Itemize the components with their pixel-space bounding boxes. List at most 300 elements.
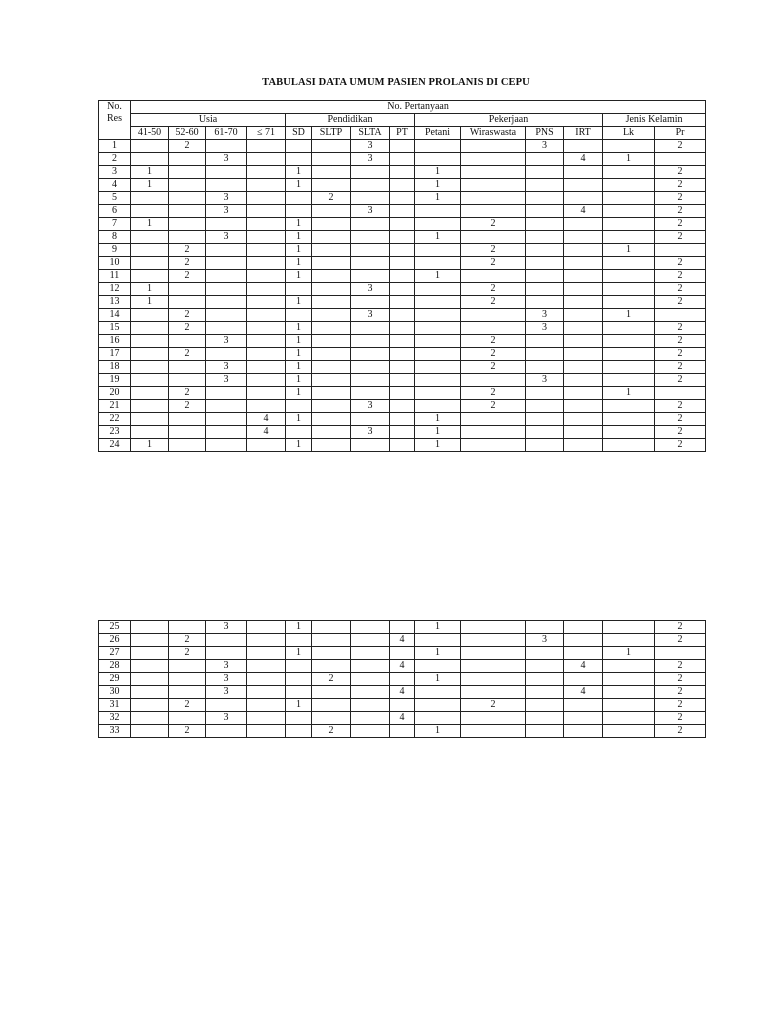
table-cell (312, 660, 351, 673)
respondent-number-cell: 20 (99, 387, 131, 400)
table-cell: 3 (526, 309, 564, 322)
table-cell: 2 (655, 712, 706, 725)
table-cell (206, 218, 247, 231)
table-cell (526, 218, 564, 231)
table-cell: 1 (603, 309, 655, 322)
table-cell (206, 400, 247, 413)
table-cell (415, 244, 461, 257)
table-cell (131, 270, 169, 283)
table-cell: 2 (655, 413, 706, 426)
table-cell (390, 361, 415, 374)
table-cell: 1 (131, 179, 169, 192)
table-cell: 2 (655, 296, 706, 309)
table-cell (351, 699, 390, 712)
table-cell (461, 660, 526, 673)
column-header: Lk (603, 127, 655, 140)
table-row (99, 439, 706, 452)
table-row (99, 686, 706, 699)
table-cell (169, 192, 206, 205)
column-header: SLTA (351, 127, 390, 140)
table-cell (312, 348, 351, 361)
table-cell (131, 621, 169, 634)
table-cell (169, 283, 206, 296)
table-cell: 2 (655, 374, 706, 387)
table-cell (526, 257, 564, 270)
table-cell: 2 (461, 699, 526, 712)
table-cell: 2 (655, 270, 706, 283)
table-cell (247, 361, 286, 374)
table-cell (169, 426, 206, 439)
table-cell (131, 673, 169, 686)
table-cell (351, 712, 390, 725)
table-cell (312, 374, 351, 387)
table-cell (206, 270, 247, 283)
table-cell (390, 309, 415, 322)
table-cell: 1 (131, 283, 169, 296)
table-row (99, 270, 706, 283)
table-cell (312, 699, 351, 712)
table-cell (131, 192, 169, 205)
table-cell (247, 335, 286, 348)
table-cell (351, 179, 390, 192)
table-row (99, 296, 706, 309)
table-cell (564, 426, 603, 439)
respondent-number-cell: 27 (99, 647, 131, 660)
respondent-number-cell: 13 (99, 296, 131, 309)
table-cell (286, 400, 312, 413)
table-row (99, 231, 706, 244)
respondent-number-cell: 12 (99, 283, 131, 296)
table-cell (564, 621, 603, 634)
table-cell (169, 686, 206, 699)
table-cell (312, 413, 351, 426)
table-cell (131, 634, 169, 647)
table-cell (169, 179, 206, 192)
table-cell (351, 413, 390, 426)
table-cell (390, 218, 415, 231)
table-cell (526, 192, 564, 205)
table-cell (390, 153, 415, 166)
respondent-number-cell: 22 (99, 413, 131, 426)
table-cell: 3 (526, 140, 564, 153)
table-cell (206, 725, 247, 738)
column-header: 41-50 (131, 127, 169, 140)
table-cell: 3 (206, 673, 247, 686)
table-row (99, 374, 706, 387)
table-cell (131, 374, 169, 387)
table-cell: 4 (390, 660, 415, 673)
group-header-pendidikan: Pendidikan (286, 114, 415, 127)
table-cell: 4 (564, 205, 603, 218)
table-cell (312, 283, 351, 296)
table-cell (351, 673, 390, 686)
tabulation-table-part-2 (98, 620, 706, 738)
table-cell (526, 270, 564, 283)
table-cell (169, 439, 206, 452)
group-header-jenis-kelamin: Jenis Kelamin (603, 114, 706, 127)
table-cell (131, 413, 169, 426)
table-cell (312, 634, 351, 647)
table-cell (169, 166, 206, 179)
table-cell (603, 231, 655, 244)
table-cell: 2 (655, 283, 706, 296)
table-cell (312, 270, 351, 283)
table-cell (564, 348, 603, 361)
table-cell: 2 (169, 140, 206, 153)
table-cell: 1 (603, 647, 655, 660)
table-cell (206, 413, 247, 426)
table-cell: 2 (312, 673, 351, 686)
table-cell: 2 (655, 361, 706, 374)
table-cell (351, 439, 390, 452)
table-cell: 2 (655, 621, 706, 634)
respondent-number-cell: 10 (99, 257, 131, 270)
table-cell: 3 (206, 686, 247, 699)
respondent-number-cell: 3 (99, 166, 131, 179)
table-cell (131, 205, 169, 218)
table-row (99, 426, 706, 439)
table-cell (526, 296, 564, 309)
respondent-number-cell: 5 (99, 192, 131, 205)
table-cell: 2 (169, 725, 206, 738)
table-cell: 4 (564, 660, 603, 673)
table-cell (286, 140, 312, 153)
table-cell (247, 179, 286, 192)
no-res-header-line1: No. (107, 101, 122, 112)
table-cell (526, 179, 564, 192)
table-cell (390, 205, 415, 218)
table-cell (603, 413, 655, 426)
table-cell (169, 335, 206, 348)
table-cell (603, 322, 655, 335)
table-cell (461, 725, 526, 738)
respondent-number-cell: 17 (99, 348, 131, 361)
table-cell: 3 (526, 634, 564, 647)
table-cell: 2 (169, 257, 206, 270)
table-cell (564, 322, 603, 335)
table-cell: 2 (655, 725, 706, 738)
table-row (99, 257, 706, 270)
table-cell (169, 621, 206, 634)
table-cell (526, 335, 564, 348)
table-cell (461, 686, 526, 699)
table-cell (206, 166, 247, 179)
table-cell (206, 322, 247, 335)
table-cell (603, 179, 655, 192)
table-cell (131, 699, 169, 712)
table-cell (247, 322, 286, 335)
table-cell: 1 (286, 439, 312, 452)
table-cell (461, 322, 526, 335)
table-cell (247, 166, 286, 179)
table-cell (286, 673, 312, 686)
table-cell: 2 (655, 439, 706, 452)
table-cell (351, 647, 390, 660)
respondent-number-cell: 25 (99, 621, 131, 634)
respondent-number-cell: 14 (99, 309, 131, 322)
table-cell: 2 (169, 322, 206, 335)
table-cell (247, 660, 286, 673)
table-cell (390, 374, 415, 387)
table-cell (312, 231, 351, 244)
table-cell (526, 166, 564, 179)
table-cell (526, 426, 564, 439)
respondent-number-cell: 24 (99, 439, 131, 452)
table-cell (169, 218, 206, 231)
table-cell (564, 439, 603, 452)
table-cell (286, 153, 312, 166)
table-cell (415, 660, 461, 673)
table-cell: 2 (169, 348, 206, 361)
table-row (99, 712, 706, 725)
table-cell (603, 296, 655, 309)
table-cell (351, 166, 390, 179)
table-cell: 2 (655, 322, 706, 335)
table-cell (206, 348, 247, 361)
respondent-number-cell: 8 (99, 231, 131, 244)
table-cell (415, 699, 461, 712)
table-cell: 1 (286, 322, 312, 335)
table-cell (655, 647, 706, 660)
table-cell: 1 (603, 387, 655, 400)
table-cell: 1 (131, 296, 169, 309)
table-cell (312, 296, 351, 309)
document-title: TABULASI DATA UMUM PASIEN PROLANIS DI CEPU (262, 77, 530, 88)
table-cell (603, 374, 655, 387)
table-cell (131, 335, 169, 348)
table-cell (655, 309, 706, 322)
respondent-number-cell: 26 (99, 634, 131, 647)
table-cell: 2 (655, 205, 706, 218)
table-cell (603, 218, 655, 231)
table-cell: 2 (169, 270, 206, 283)
table-row (99, 348, 706, 361)
table-cell (131, 725, 169, 738)
table-cell (286, 283, 312, 296)
table-cell (206, 426, 247, 439)
table-row (99, 400, 706, 413)
table-cell (603, 621, 655, 634)
table-cell (603, 140, 655, 153)
table-cell (564, 270, 603, 283)
table-cell (390, 439, 415, 452)
table-cell: 1 (415, 166, 461, 179)
table-cell (415, 322, 461, 335)
table-cell (312, 166, 351, 179)
table-row (99, 361, 706, 374)
column-header: 52-60 (169, 127, 206, 140)
table-cell (415, 257, 461, 270)
table-cell (415, 153, 461, 166)
table-row (99, 179, 706, 192)
table-cell (169, 361, 206, 374)
table-cell: 1 (286, 387, 312, 400)
table-cell: 2 (461, 361, 526, 374)
table-cell (390, 322, 415, 335)
table-cell (461, 231, 526, 244)
table-cell: 2 (655, 699, 706, 712)
table-cell (312, 426, 351, 439)
table-cell: 4 (247, 413, 286, 426)
no-res-header-line2: Res (107, 113, 122, 124)
table-cell (564, 374, 603, 387)
table-cell (415, 335, 461, 348)
table-cell (286, 712, 312, 725)
table-cell (655, 153, 706, 166)
table-cell (415, 348, 461, 361)
table-cell: 3 (351, 426, 390, 439)
table-cell (131, 153, 169, 166)
table-cell (415, 140, 461, 153)
table-cell (461, 439, 526, 452)
respondent-number-cell: 18 (99, 361, 131, 374)
table-cell (351, 621, 390, 634)
table-cell: 1 (286, 231, 312, 244)
table-cell (564, 361, 603, 374)
table-row (99, 218, 706, 231)
table-cell (564, 712, 603, 725)
respondent-number-cell: 28 (99, 660, 131, 673)
table-cell (603, 426, 655, 439)
table-cell (169, 413, 206, 426)
table-cell (247, 140, 286, 153)
table-cell (415, 400, 461, 413)
table-cell (312, 205, 351, 218)
table-row (99, 621, 706, 634)
table-row (99, 192, 706, 205)
table-cell (526, 712, 564, 725)
table-cell (390, 257, 415, 270)
column-header: Wiraswasta (461, 127, 526, 140)
table-cell: 2 (655, 686, 706, 699)
table-cell: 1 (286, 218, 312, 231)
table-cell (461, 153, 526, 166)
table-cell: 3 (206, 712, 247, 725)
table-cell (286, 660, 312, 673)
table-cell: 3 (351, 283, 390, 296)
table-cell (603, 166, 655, 179)
table-cell: 2 (461, 335, 526, 348)
table-cell (564, 192, 603, 205)
table-cell (169, 153, 206, 166)
table-cell (169, 673, 206, 686)
table-cell: 2 (655, 335, 706, 348)
table-cell (312, 361, 351, 374)
table-cell (206, 283, 247, 296)
table-cell: 1 (286, 335, 312, 348)
table-cell (247, 439, 286, 452)
table-row (99, 413, 706, 426)
table-cell (312, 400, 351, 413)
table-cell (415, 387, 461, 400)
table-cell (655, 244, 706, 257)
table-cell (131, 361, 169, 374)
table-cell: 1 (603, 153, 655, 166)
table-cell: 2 (461, 218, 526, 231)
respondent-number-cell: 4 (99, 179, 131, 192)
table-cell (390, 231, 415, 244)
table-row (99, 660, 706, 673)
table-cell: 2 (312, 192, 351, 205)
table-cell: 3 (206, 621, 247, 634)
table-cell (247, 218, 286, 231)
table-cell (603, 348, 655, 361)
table-cell (286, 205, 312, 218)
table-cell (169, 660, 206, 673)
respondent-number-cell: 16 (99, 335, 131, 348)
column-header: PNS (526, 127, 564, 140)
table-cell (564, 257, 603, 270)
table-cell (564, 166, 603, 179)
table-cell (206, 647, 247, 660)
table-cell (351, 244, 390, 257)
table-cell (526, 153, 564, 166)
table-cell (206, 439, 247, 452)
table-cell (206, 296, 247, 309)
table-cell (526, 660, 564, 673)
respondent-number-cell: 1 (99, 140, 131, 153)
table-cell (131, 400, 169, 413)
table-cell (169, 296, 206, 309)
table-cell (603, 335, 655, 348)
table-cell (603, 400, 655, 413)
table-cell (564, 140, 603, 153)
table-cell: 2 (169, 244, 206, 257)
table-cell (351, 634, 390, 647)
respondent-number-cell: 11 (99, 270, 131, 283)
table-row (99, 634, 706, 647)
table-cell: 1 (415, 231, 461, 244)
table-cell (390, 335, 415, 348)
table-cell: 3 (206, 192, 247, 205)
table-cell (169, 374, 206, 387)
table-cell (655, 387, 706, 400)
table-row (99, 153, 706, 166)
table-cell (415, 283, 461, 296)
table-cell (351, 686, 390, 699)
table-cell (526, 244, 564, 257)
table-cell (247, 400, 286, 413)
table-cell (390, 348, 415, 361)
table-cell (351, 218, 390, 231)
table-cell (461, 179, 526, 192)
table-cell (390, 296, 415, 309)
table-cell (564, 673, 603, 686)
table-cell (564, 400, 603, 413)
table-cell (247, 296, 286, 309)
table-cell (603, 257, 655, 270)
table-cell (461, 374, 526, 387)
table-cell (564, 413, 603, 426)
table-cell (312, 309, 351, 322)
table-cell: 3 (206, 660, 247, 673)
table-cell (286, 309, 312, 322)
group-header-pekerjaan: Pekerjaan (415, 114, 603, 127)
table-row (99, 140, 706, 153)
table-cell (603, 283, 655, 296)
table-row (99, 699, 706, 712)
table-cell: 1 (131, 218, 169, 231)
table-cell: 3 (206, 205, 247, 218)
table-cell: 2 (312, 725, 351, 738)
table-row (99, 673, 706, 686)
table-cell (461, 647, 526, 660)
table-cell (351, 335, 390, 348)
table-row (99, 205, 706, 218)
table-cell (247, 283, 286, 296)
table-cell (312, 439, 351, 452)
table-cell (564, 179, 603, 192)
